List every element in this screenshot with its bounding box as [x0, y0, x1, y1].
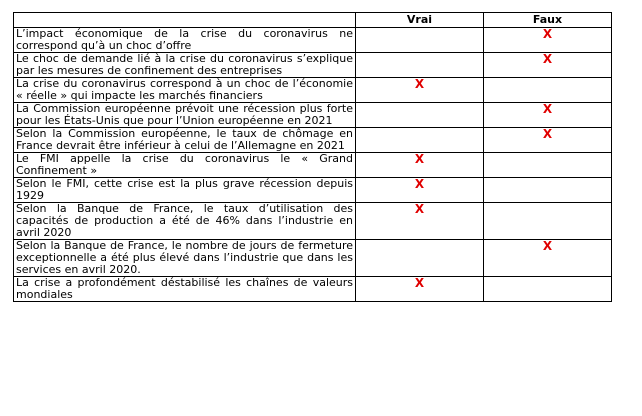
faux-cell	[484, 277, 612, 302]
faux-cell	[484, 78, 612, 103]
faux-cell	[484, 128, 612, 153]
header-faux: Faux	[484, 13, 612, 28]
statement-cell: L’impact économique de la crise du coronavirus ne correspond qu’à un choc d’offre	[14, 28, 356, 53]
faux-cell	[484, 240, 612, 277]
table-row	[14, 277, 612, 302]
x-mark-icon: X	[542, 239, 553, 253]
vrai-cell	[356, 103, 484, 128]
statement-cell: Le choc de demande lié à la crise du coronavirus s’explique par les mesures de confinement des entreprises	[14, 53, 356, 78]
vrai-cell	[356, 128, 484, 153]
x-mark-icon: X	[542, 52, 553, 66]
vrai-cell	[356, 153, 484, 178]
table-row	[14, 178, 612, 203]
table-row	[14, 153, 612, 178]
statement-cell: La Commission européenne prévoit une récession plus forte pour les États-Unis que pour l’Union européenne en 2021	[14, 103, 356, 128]
statement-cell: Selon le FMI, cette crise est la plus grave récession depuis 1929	[14, 178, 356, 203]
vrai-cell	[356, 53, 484, 78]
header-row	[14, 13, 612, 28]
x-mark-icon: X	[542, 102, 553, 116]
table-row	[14, 203, 612, 240]
x-mark-icon: X	[414, 202, 425, 216]
vrai-cell	[356, 178, 484, 203]
true-false-table	[13, 12, 612, 302]
table-row	[14, 128, 612, 153]
statement-cell: Selon la Commission européenne, le taux de chômage en France devrait être inférieur à celui de l’Allemagne en 2021	[14, 128, 356, 153]
table-row	[14, 240, 612, 277]
vrai-cell	[356, 203, 484, 240]
faux-cell	[484, 178, 612, 203]
x-mark-icon: X	[542, 127, 553, 141]
statement-cell: Le FMI appelle la crise du coronavirus le « Grand Confinement »	[14, 153, 356, 178]
x-mark-icon: X	[414, 177, 425, 191]
x-mark-icon: X	[414, 276, 425, 290]
table-row	[14, 53, 612, 78]
statement-cell: La crise a profondément déstabilisé les chaînes de valeurs mondiales	[14, 277, 356, 302]
vrai-cell	[356, 28, 484, 53]
header-statement	[14, 13, 356, 28]
table-row	[14, 28, 612, 53]
faux-cell	[484, 28, 612, 53]
x-mark-icon: X	[414, 77, 425, 91]
vrai-cell	[356, 277, 484, 302]
statement-cell: Selon la Banque de France, le taux d’utilisation des capacités de production a été de 46% dans l’industrie en avril 2020	[14, 203, 356, 240]
statement-cell: La crise du coronavirus correspond à un choc de l’économie « réelle » qui impacte les marchés financiers	[14, 78, 356, 103]
x-mark-icon: X	[542, 27, 553, 41]
table-row	[14, 78, 612, 103]
faux-cell	[484, 203, 612, 240]
x-mark-icon: X	[414, 152, 425, 166]
faux-cell	[484, 103, 612, 128]
faux-cell	[484, 153, 612, 178]
header-vrai: Vrai	[356, 13, 484, 28]
table-row	[14, 103, 612, 128]
faux-cell	[484, 53, 612, 78]
vrai-cell	[356, 240, 484, 277]
statement-cell: Selon la Banque de France, le nombre de jours de fermeture exceptionnelle a été plus élevé dans l’industrie que dans les services en avril 2020.	[14, 240, 356, 277]
vrai-cell	[356, 78, 484, 103]
